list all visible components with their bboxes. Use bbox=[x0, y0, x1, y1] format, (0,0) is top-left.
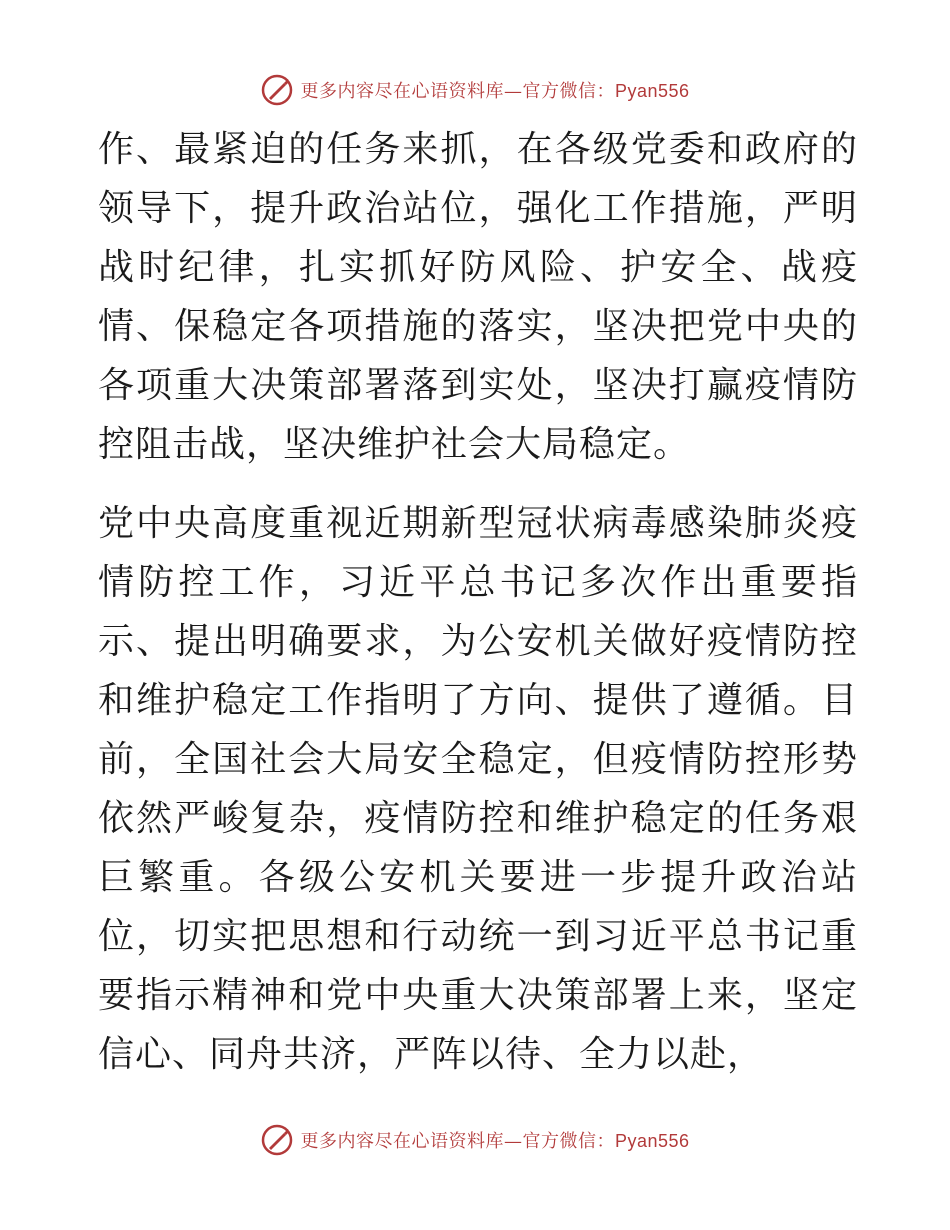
quill-circle-icon bbox=[260, 73, 294, 107]
document-body bbox=[98, 120, 858, 1084]
header-watermark bbox=[0, 70, 950, 110]
watermark-text-cn: 更多内容尽在心语资料库—官方微信： bbox=[300, 1131, 615, 1152]
watermark-text bbox=[300, 1127, 689, 1153]
footer-watermark bbox=[0, 1120, 950, 1160]
quill-circle-icon bbox=[260, 1123, 294, 1157]
body-paragraph-1: 作、最紧迫的任务来抓，在各级党委和政府的领导下，提升政治站位，强化工作措施，严明战时纪律，扎实抓好防风险、护安全、战疫情、保稳定各项措施的落实，坚决把党中央的各项重大决策部署落到实处，坚决打赢疫情防控阻击战，坚决维护社会大局稳定。 bbox=[98, 129, 858, 465]
watermark-text bbox=[300, 77, 689, 103]
watermark-wechat-id: Pyan556 bbox=[614, 81, 690, 101]
watermark-wechat-id: Pyan556 bbox=[614, 1131, 690, 1151]
body-paragraph-2: 党中央高度重视近期新型冠状病毒感染肺炎疫情防控工作，习近平总书记多次作出重要指示、提出明确要求，为公安机关做好疫情防控和维护稳定工作指明了方向、提供了遵循。目前，全国社会大局安全稳定，但疫情防控形势依然严峻复杂，疫情防控和维护稳定的任务艰巨繁重。各级公安机关要进一步提升政治站位，切实把思想和行动统一到习近平总书记重要指示精神和党中央重大决策部署上来，坚定信心、同舟共济，严阵以待、全力以赴， bbox=[98, 503, 858, 1075]
watermark-text-cn: 更多内容尽在心语资料库—官方微信： bbox=[300, 81, 615, 102]
